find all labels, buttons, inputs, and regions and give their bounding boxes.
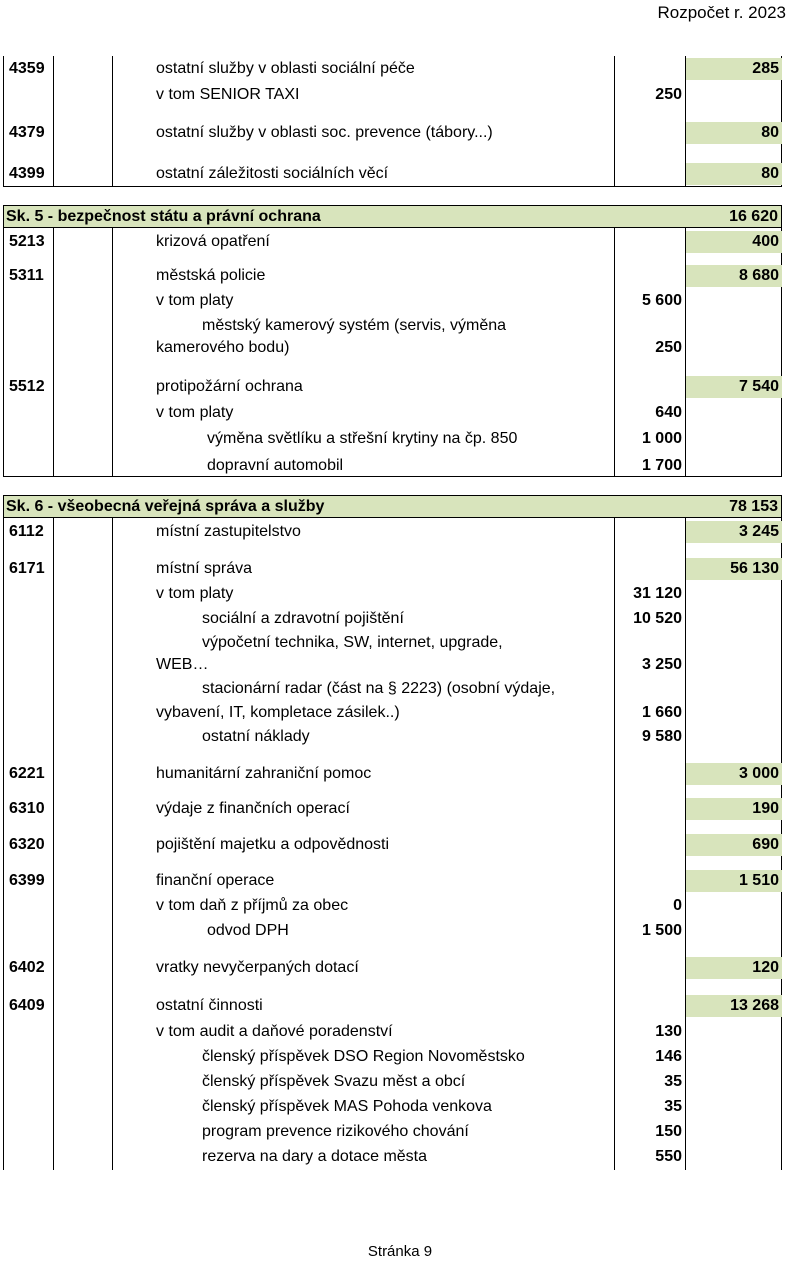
budget-block-sk6 [3, 518, 782, 1170]
section-header-sk6 [3, 495, 782, 518]
paragraph-code: 6399 [9, 872, 45, 889]
row-total-cell [686, 995, 782, 1017]
row-label: výměna světlíku a střešní krytiny na čp. 850 [207, 430, 518, 447]
paragraph-code: 6310 [9, 800, 45, 817]
row-total: 80 [761, 165, 779, 182]
row-label: městský kamerový systém (servis, výměna [202, 317, 507, 334]
row-label: výdaje z finančních operací [156, 800, 350, 817]
row-subamount: 3 250 [641, 656, 682, 673]
row-label: protipožární ochrana [156, 378, 303, 395]
row-subamount: 35 [664, 1098, 682, 1115]
row-label: odvod DPH [207, 922, 289, 939]
row-total-cell [686, 558, 782, 580]
row-total: 690 [752, 836, 779, 853]
row-label: ostatní záležitosti sociálních věcí [156, 165, 389, 182]
row-total: 400 [752, 233, 779, 250]
row-total: 13 268 [730, 997, 779, 1014]
paragraph-code: 6320 [9, 836, 45, 853]
paragraph-code: 4399 [9, 165, 45, 182]
row-label: ostatní služby v oblasti soc. prevence (tábory...) [156, 124, 493, 141]
row-total-cell [686, 376, 782, 398]
row-label: ostatní služby v oblasti sociální péče [156, 60, 415, 77]
row-label: stacionární radar (část na § 2223) (osobní výdaje, [202, 680, 556, 697]
budget-row [3, 895, 782, 917]
row-label: kamerového bodu) [156, 339, 290, 356]
budget-row [3, 1146, 782, 1168]
budget-row [3, 1121, 782, 1143]
budget-row [3, 315, 782, 337]
row-total-cell [686, 834, 782, 856]
row-subamount: 1 660 [641, 704, 682, 721]
budget-row [3, 957, 782, 979]
row-label: sociální a zdravotní pojištění [202, 610, 404, 627]
row-total-cell [686, 957, 782, 979]
section-total: 78 153 [729, 498, 778, 515]
row-label: v tom platy [156, 404, 234, 421]
budget-row [3, 1071, 782, 1093]
row-label: WEB… [156, 656, 209, 673]
row-subamount: 31 120 [633, 585, 682, 602]
row-label: v tom SENIOR TAXI [156, 86, 300, 103]
row-label: pojištění majetku a odpovědnosti [156, 836, 390, 853]
row-label: program prevence rizikového chování [202, 1123, 469, 1140]
section-title: Sk. 5 - bezpečnost státu a právní ochrana [6, 208, 321, 225]
row-label: místní zastupitelstvo [156, 523, 301, 540]
budget-row [3, 1096, 782, 1118]
budget-row [3, 632, 782, 654]
budget-row [3, 678, 782, 700]
budget-row [3, 122, 782, 144]
paragraph-code: 6221 [9, 765, 45, 782]
budget-row [3, 265, 782, 287]
row-subamount: 130 [655, 1023, 682, 1040]
row-total: 7 540 [738, 378, 779, 395]
budget-row [3, 58, 782, 80]
paragraph-code: 6112 [9, 523, 44, 540]
row-subamount: 1 500 [641, 922, 682, 939]
row-subamount: 150 [655, 1123, 682, 1140]
row-label: krizová opatření [156, 233, 270, 250]
row-label: výpočetní technika, SW, internet, upgrade, [202, 634, 503, 651]
row-subamount: 250 [655, 86, 682, 103]
row-label: vratky nevyčerpaných dotací [156, 959, 359, 976]
row-total-cell [686, 763, 782, 785]
row-subamount: 1 000 [641, 430, 682, 447]
budget-row [3, 376, 782, 398]
budget-row [3, 1046, 782, 1068]
budget-row [3, 1021, 782, 1043]
row-total-cell [686, 122, 782, 144]
row-label: humanitární zahraniční pomoc [156, 765, 372, 782]
paragraph-code: 5311 [9, 267, 44, 284]
budget-row [3, 428, 782, 450]
section-title: Sk. 6 - všeobecná veřejná správa a služby [6, 498, 325, 515]
budget-row [3, 834, 782, 856]
budget-row [3, 995, 782, 1017]
paragraph-code: 6409 [9, 997, 45, 1014]
row-subamount: 5 600 [641, 292, 682, 309]
row-subamount: 9 580 [641, 728, 682, 745]
row-total-cell [686, 265, 782, 287]
row-label: členský příspěvek Svazu měst a obcí [202, 1073, 466, 1090]
row-total: 190 [752, 800, 779, 817]
budget-block-sk5 [3, 228, 782, 477]
row-subamount: 0 [673, 897, 682, 914]
budget-row [3, 702, 782, 724]
row-total-cell [686, 521, 782, 543]
row-total: 285 [752, 60, 779, 77]
paragraph-code: 4359 [9, 60, 45, 77]
budget-row [3, 608, 782, 630]
row-label: místní správa [156, 560, 253, 577]
budget-row [3, 583, 782, 605]
row-subamount: 550 [655, 1148, 682, 1165]
paragraph-code: 6402 [9, 959, 45, 976]
section-header-sk5 [3, 205, 782, 228]
row-total: 3 245 [738, 523, 779, 540]
row-label: v tom platy [156, 585, 234, 602]
row-total-cell [686, 798, 782, 820]
row-label: v tom audit a daňové poradenství [156, 1023, 393, 1040]
row-label: vybavení, IT, kompletace zásilek..) [156, 704, 400, 721]
row-total-cell [686, 231, 782, 253]
row-subamount: 146 [655, 1048, 682, 1065]
row-label: členský příspěvek DSO Region Novoměstsko [202, 1048, 525, 1065]
budget-row [3, 920, 782, 942]
row-subamount: 250 [655, 339, 682, 356]
row-label: ostatní náklady [202, 728, 310, 745]
row-label: v tom daň z příjmů za obec [156, 897, 349, 914]
budget-row [3, 726, 782, 748]
budget-row [3, 763, 782, 785]
budget-row [3, 654, 782, 676]
budget-row [3, 455, 782, 477]
paragraph-code: 5213 [9, 233, 45, 250]
row-total-cell [686, 163, 782, 185]
row-subamount: 1 700 [641, 457, 682, 474]
row-total-cell [686, 870, 782, 892]
row-total: 1 510 [738, 872, 779, 889]
budget-block-social-continuation [3, 56, 782, 187]
budget-row [3, 163, 782, 185]
budget-row [3, 84, 782, 106]
budget-row [3, 870, 782, 892]
paragraph-code: 4379 [9, 124, 45, 141]
section-total: 16 620 [729, 208, 778, 225]
paragraph-code: 5512 [9, 378, 45, 395]
row-label: finanční operace [156, 872, 275, 889]
budget-row [3, 402, 782, 424]
budget-row [3, 558, 782, 580]
budget-row [3, 337, 782, 359]
row-label: v tom platy [156, 292, 234, 309]
budget-row [3, 798, 782, 820]
row-label: dopravní automobil [207, 457, 344, 474]
row-total: 8 680 [738, 267, 779, 284]
row-subamount: 35 [664, 1073, 682, 1090]
row-label: městská policie [156, 267, 266, 284]
paragraph-code: 6171 [9, 560, 45, 577]
budget-row [3, 290, 782, 312]
row-subamount: 10 520 [633, 610, 682, 627]
row-total: 3 000 [738, 765, 779, 782]
row-label: členský příspěvek MAS Pohoda venkova [202, 1098, 492, 1115]
budget-row [3, 231, 782, 253]
row-total: 80 [761, 124, 779, 141]
page-header-title: Rozpočet r. 2023 [657, 3, 786, 22]
budget-row [3, 521, 782, 543]
row-total: 120 [752, 959, 779, 976]
row-label: ostatní činnosti [156, 997, 263, 1014]
page-footer: Stránka 9 [367, 1243, 433, 1260]
row-total-cell [686, 58, 782, 80]
row-label: rezerva na dary a dotace města [202, 1148, 428, 1165]
row-total: 56 130 [730, 560, 779, 577]
row-subamount: 640 [655, 404, 682, 421]
